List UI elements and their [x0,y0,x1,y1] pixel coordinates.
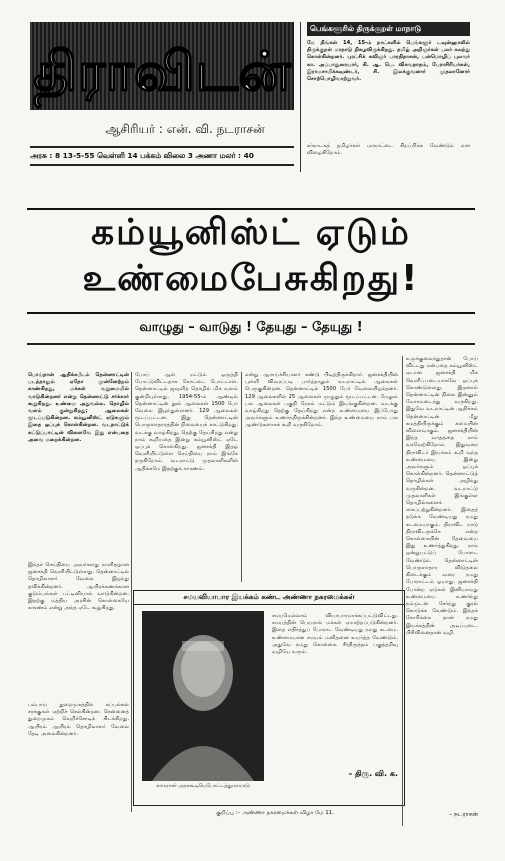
masthead [30,22,294,172]
side-notice-heading: பெங்களூரில் திருக்குறள் மாநாடு [307,22,470,36]
column-1 [28,372,129,812]
column-4 [406,356,478,826]
issue-line: அரசு : 8 13-5-55 வெள்ளி 14 பக்கம் விலை 3 அணா மலர் : 40 [30,151,254,160]
column-divider-3 [402,356,403,826]
masthead-title-text: திராவிடன் [33,40,291,103]
column-3 [245,372,398,582]
inset-byline: – திரு. வி. க. [348,769,398,778]
portrait-caption: காமராசர் அரசுகூடியேபோட்டத்துமாமாடு [156,783,250,789]
portrait-photo-art [142,611,264,781]
column-1-text-c: பம்பாய் துறைமுகத்தில் கப்பல்கள் சரக்குகள் ஏற்றிச் செல்கின்றன. சென்னைத் துறைமுகம் வெறிச்சோடிக் கிடக்கிறது. ஆயிரம் ஆயிரம் தொழிலாளர் வேலை தேடி அலைகின்றனர். [28,702,129,737]
inset-quote: சமயமெல்லாம் வியாபாரமாக்கப்பட்டுவிட்டது. சமயத்தின் பெயரால் மக்கள் ஏமாற்றப்படுகின்றனர். இதை எதிர்த்துப் போராட வேண்டியது நமது கடமை. உண்மையான சமயம் மனிதனை உயர்த்த வேண்டும். அதுவே நமது கொள்கை. சீர்திருத்தம் பகுத்தறிவு வழியே வரும். [272,613,398,656]
side-notice-body: மே திங்கள் 14, 15-ம் நாட்களில் பெங்களூர் டவுன்ஹாலில் திருக்குறள் மாநாடு நிகழவிருக்கிறது. தமிழ் அறிஞர்கள் பலர் கலந்து கொள்கின்றனர். புரட்சிக் கவிஞர் பாரதிதாசன், பன்மொழிப் புலவர் கா. அப்பாதுரையார், கி. ஆ. பெ. விசுவநாதம், பேராசிரியர்கள், இராமசாமிக்கவுண்டர், சி. இலக்குவனார் முதலானோர் சொற்பொழிவாற்றுவர். [307,40,470,83]
column-1-text-a: பொய்தான் ஆதிக்கபீடம் தென்னாட்டின் படத்தாலும் ஏதோ முன்னேற்றம் காண்கிறது, மக்கள் வறுமையில் வாடுகின்றனர் என்று தென்னாட்டு சர்க்கார் கூறுகிறது. உண்மை அதுவல்ல. தொழில் வளம் குன்றுகிறது; ஆலைகள் மூடப்படுகின்றன. கம்யூனிஸ்ட் ஏடுகளும் இதை ஒப்புக் கொள்கின்றன. வடநாட்டுக் கட்டுப்பாட்டின் விளைவே இது என்பதை அவை மறைக்கின்றன. [28,372,129,443]
inset-title: சமயவியாபார இயக்கம் கண்ட அண்ணா நகரமைக்கள் [134,591,404,605]
portrait-photo [142,611,264,781]
column-1-text-b: இந்தச் செய்தியை அவர்களது நாளிதழான ஜனசக்தி வெளியிட்டுள்ளது. தென்னாட்டில் தொழிலாளர் வேலை இழந்து தவிக்கின்றனர். ஆயிரக்கணக்கான குடும்பங்கள் பட்டினியால் வாடுகின்றன. இதற்கு மத்திய அரசின் கொள்கையே காரணம் என்று அந்த ஏடே கூறுகிறது. [28,562,129,612]
headline-line-1: கம்யூனிஸ்ட் ஏடும் [91,212,411,253]
subheadline: வாழுது – வாடுது ! தேயுது – தேயுது ! [139,320,363,335]
subheadline-rule [27,343,475,345]
headline-box [27,208,475,314]
masthead-rule-bottom [30,164,294,166]
column-2-text: போய் ஆள் மட்டும் ஒருத்தி போட்டுவிட்டதாக கோட்டை போட்டாள். தென்னாட்டில் ஜவுளித் தொழில் மிக வளம் குன்றியுள்ளது. 1954-55-ம் ஆண்டில் தென்னாட்டின் நூல் ஆலைகள் 1500 பேர் வேலை இழந்துள்ளனர். 129 ஆலைகள் மூடப்பட்டன. இது தென்னாட்டின் பொருளாதாரத்தின் நிலையைக் காட்டுகிறது. வடக்கு வாழ்கிறது, தெற்கு தேய்கிறது என்று நாம் கூறியதை இன்று கம்யூனிஸ்ட் ஏடே ஒப்புக் கொள்கிறது. ஜனசக்தி இதழ் வெளியிட்டுள்ள செய்தியை நாம் இங்கே தருகிறோம். வடநாட்டு முதலாளிகளின் ஆதிக்கமே இதற்குக் காரணம். [135,372,238,472]
column-4-signature: – நடராசன் [449,811,478,818]
side-notice-footer: கர்நாடகத் தமிழர்கள் மாநாட்டை சிறப்பிக்க வேண்டும் என விழைகிறோம். [307,143,470,157]
editor-line: ஆசிரியர் : என். வி. நடராசன் [105,122,265,136]
masthead-rule [30,146,294,148]
inset-footnote: குறிப்பு :– அண்ணா நகரமைக்கள் விழா மே 11. [215,810,334,816]
masthead-title-art [30,22,294,110]
column-3-text: என்று ஆராய்ச்சியாளர் கண்டு பிடித்திருக்கிறார். ஜனசக்தியின் புள்ளி விவரப்படி பார்த்தாலும் வடநாட்டில் ஆலைகள் பெருகுகின்றன. தென்னாட்டில் 1500 பேர் வேலையிழந்தனர். 129 ஆலைகளில் 25 ஆலைகள் முழுதும் மூடப்பட்டன. மேலும் பல ஆலைகள் பகுதி நேரம் மட்டும் இயங்குகின்றன. வடக்கு வாழ்கிறது தெற்கு தேய்கிறது என்ற உண்மையை இப்போது அவர்களும் உணர்ந்திருக்கின்றனர். இந்த உண்மையை நாம் பல ஆண்டுகளாகக் கூறி வருகிறோம். [245,372,398,429]
side-notice-box [300,22,470,172]
masthead-title [30,22,294,110]
headline-line-2: உண்மைபேசுகிறது! [82,258,420,299]
column-4-text: உருக்குலைந்துதான் போய் விட்டது என்பதை கம்யூனிஸ்ட் ஏடான ஜனசக்தி மிக வெளிப்படையாகவே ஒப்புக் கொண்டுள்ளது. இதனால் தென்னாட்டின் நிலை இன்னும் மோசமடைந்து வருகிறது. இதுவே வடநாட்டின் ஆதிக்கம் தென்னாட்டின் மீது சுமத்தியிருக்கும் சுமையின் விளைவாகும். ஜனசக்தியின் இந்த வாதத்தை நாம் வரவேற்கிறோம். இதுவரை திராவிடர் இயக்கம் கூறி வந்த உண்மையை இன்று அவர்களும் ஒப்புக் கொள்கின்றனர். தென்னாட்டுத் தொழில்கள் அழிந்து வருகின்றன. வடநாட்டு முதலாளிகள் இங்குள்ள தொழில்களைக் கைப்பற்றுகின்றனர். இதைத் தடுக்க வேண்டியது நமது கடமையாகும். திராவிட நாடு திராவிடருக்கே என்ற கொள்கையின் தேவையை இது உணர்த்துகிறது. நாம் ஒன்றுபட்டுப் போராட வேண்டும். தென்னாட்டின் பொருளாதார விடுதலை கிடைக்கும் வரை நமது போராட்டம் ஓயாது. ஜனசக்தி போன்ற ஏடுகள் இனியாவது உண்மையை உணர்ந்து நம்முடன் சேர்ந்து குரல் கொடுக்க வேண்டும். இந்தக் கோரிக்கை தான் நமது இயக்கத்தின் அடிப்படை. பிரிவினைதான் வழி. [406,356,478,636]
column-divider-1 [131,372,132,812]
column-divider-2 [241,372,242,582]
column-2 [135,372,238,572]
inset-box [133,590,405,806]
